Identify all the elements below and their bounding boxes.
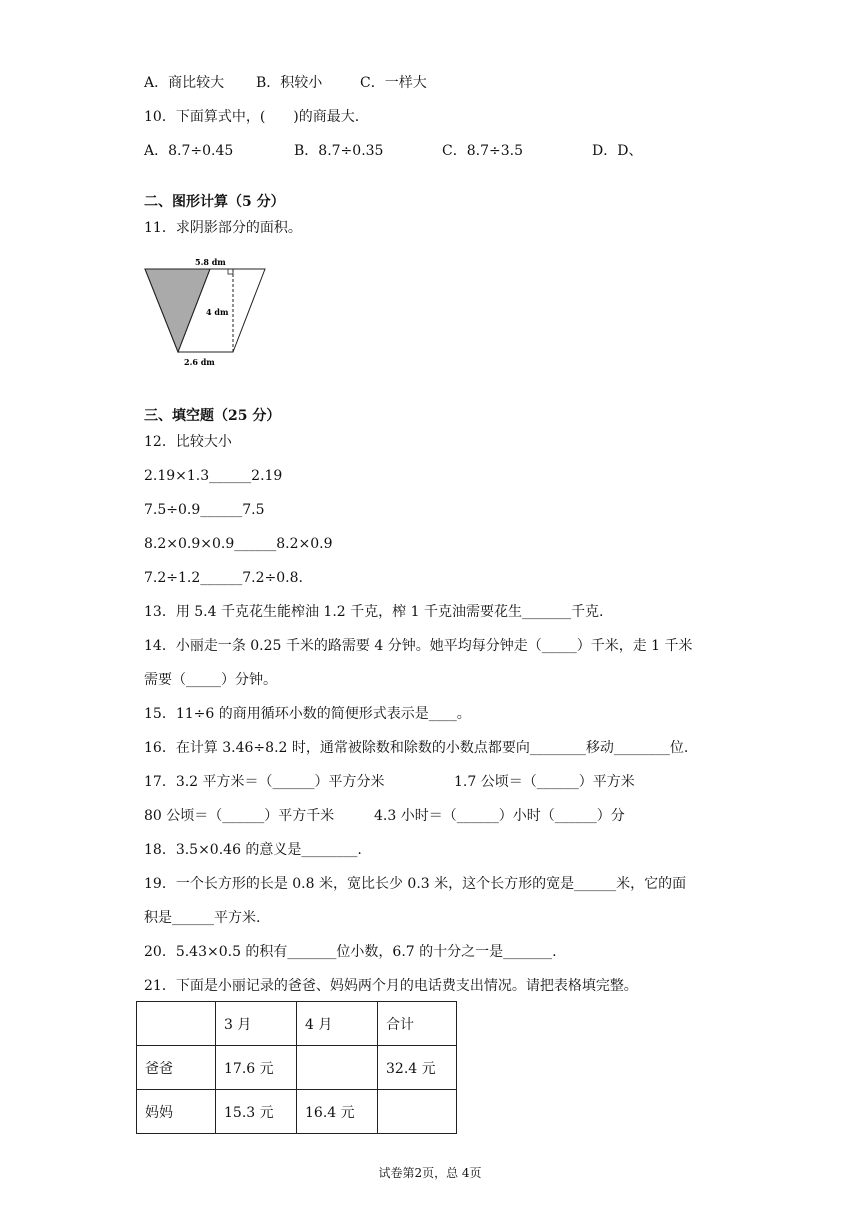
table-cell: 15.3 元 bbox=[216, 1090, 297, 1134]
table-cell: 妈妈 bbox=[137, 1090, 216, 1134]
q20: 20．5.43×0.5 的积有_______位小数，6.7 的十分之一是_______. bbox=[144, 944, 557, 960]
table-row bbox=[137, 1046, 457, 1090]
q10-options bbox=[144, 142, 642, 160]
table-cell: 16.4 元 bbox=[297, 1090, 378, 1134]
q17-item-d: 4.3 小时＝（______）小时（______）分 bbox=[374, 808, 625, 824]
q12-item-4: 7.2÷1.2______7.2÷0.8. bbox=[144, 570, 303, 586]
q17-item-c: 80 公顷＝（______）平方千米 bbox=[144, 808, 335, 824]
q18: 18．3.5×0.46 的意义是________. bbox=[144, 842, 362, 858]
q11-stem: 11．求阴影部分的面积。 bbox=[144, 220, 302, 236]
table-cell bbox=[137, 1002, 216, 1046]
q9-options bbox=[144, 74, 427, 92]
page-footer: 试卷第2页，总 4页 bbox=[378, 1166, 482, 1180]
table-header-row bbox=[137, 1002, 457, 1046]
q10-option-a: A．8.7÷0.45 bbox=[144, 143, 234, 159]
q10-stem: 10．下面算式中，( )的商最大. bbox=[144, 109, 360, 125]
q21-stem: 21．下面是小丽记录的爸爸、妈妈两个月的电话费支出情况。请把表格填完整。 bbox=[144, 978, 638, 994]
q16: 16．在计算 3.46÷8.2 时，通常被除数和除数的小数点都要向________移动________位. bbox=[144, 740, 689, 756]
q12-item-3: 8.2×0.9×0.9______8.2×0.9 bbox=[144, 536, 333, 552]
q12-stem: 12．比较大小 bbox=[144, 434, 232, 450]
section2-title: 二、图形计算（5 分） bbox=[144, 194, 285, 210]
q13: 13．用 5.4 千克花生能榨油 1.2 千克，榨 1 千克油需要花生_______千克. bbox=[144, 604, 604, 620]
top-length-label: 5.8 dm bbox=[195, 257, 226, 267]
bottom-length-label: 2.6 dm bbox=[184, 357, 215, 367]
table-cell: 3 月 bbox=[216, 1002, 297, 1046]
q19-line2: 积是______平方米. bbox=[144, 910, 261, 926]
table-cell: 4 月 bbox=[297, 1002, 378, 1046]
q10-option-c: C．8.7÷3.5 bbox=[442, 143, 523, 159]
q10-option-b: B．8.7÷0.35 bbox=[294, 143, 384, 159]
trapezoid-figure bbox=[140, 254, 280, 374]
q19-line1: 19．一个长方形的长是 0.8 米，宽比长少 0.3 米，这个长方形的宽是______米，它的面 bbox=[144, 876, 687, 892]
q9-option-c: C．一样大 bbox=[360, 75, 427, 91]
table-cell: 爸爸 bbox=[137, 1046, 216, 1090]
section3-title: 三、填空题（25 分） bbox=[144, 408, 281, 424]
q9-option-a: A．商比较大 bbox=[144, 75, 225, 91]
right-angle-mark bbox=[228, 269, 233, 274]
table-cell: 32.4 元 bbox=[378, 1046, 457, 1090]
q12-item-1: 2.19×1.3______2.19 bbox=[144, 468, 283, 484]
q17-item-b: 1.7 公顷＝（______）平方米 bbox=[454, 774, 635, 790]
shaded-triangle bbox=[145, 269, 210, 352]
q12-item-2: 7.5÷0.9______7.5 bbox=[144, 502, 265, 518]
q14-line1: 14．小丽走一条 0.25 千米的路需要 4 分钟。她平均每分钟走（_____）千米，走 1 千米 bbox=[144, 638, 693, 654]
phone-bill-table bbox=[136, 1001, 457, 1134]
table-cell bbox=[297, 1046, 378, 1090]
q17-row2 bbox=[144, 807, 625, 825]
q17-row1 bbox=[144, 773, 635, 791]
table-cell: 合计 bbox=[378, 1002, 457, 1046]
q10-option-d: D．D、 bbox=[592, 143, 643, 159]
table-cell: 17.6 元 bbox=[216, 1046, 297, 1090]
q17-item-a: 17．3.2 平方米＝（______）平方分米 bbox=[144, 774, 385, 790]
height-label: 4 dm bbox=[206, 307, 229, 317]
q14-line2: 需要（_____）分钟。 bbox=[144, 672, 277, 688]
table-row bbox=[137, 1090, 457, 1134]
q9-option-b: B．积较小 bbox=[256, 75, 323, 91]
q15: 15．11÷6 的商用循环小数的简便形式表示是____。 bbox=[144, 706, 471, 722]
table-cell bbox=[378, 1090, 457, 1134]
